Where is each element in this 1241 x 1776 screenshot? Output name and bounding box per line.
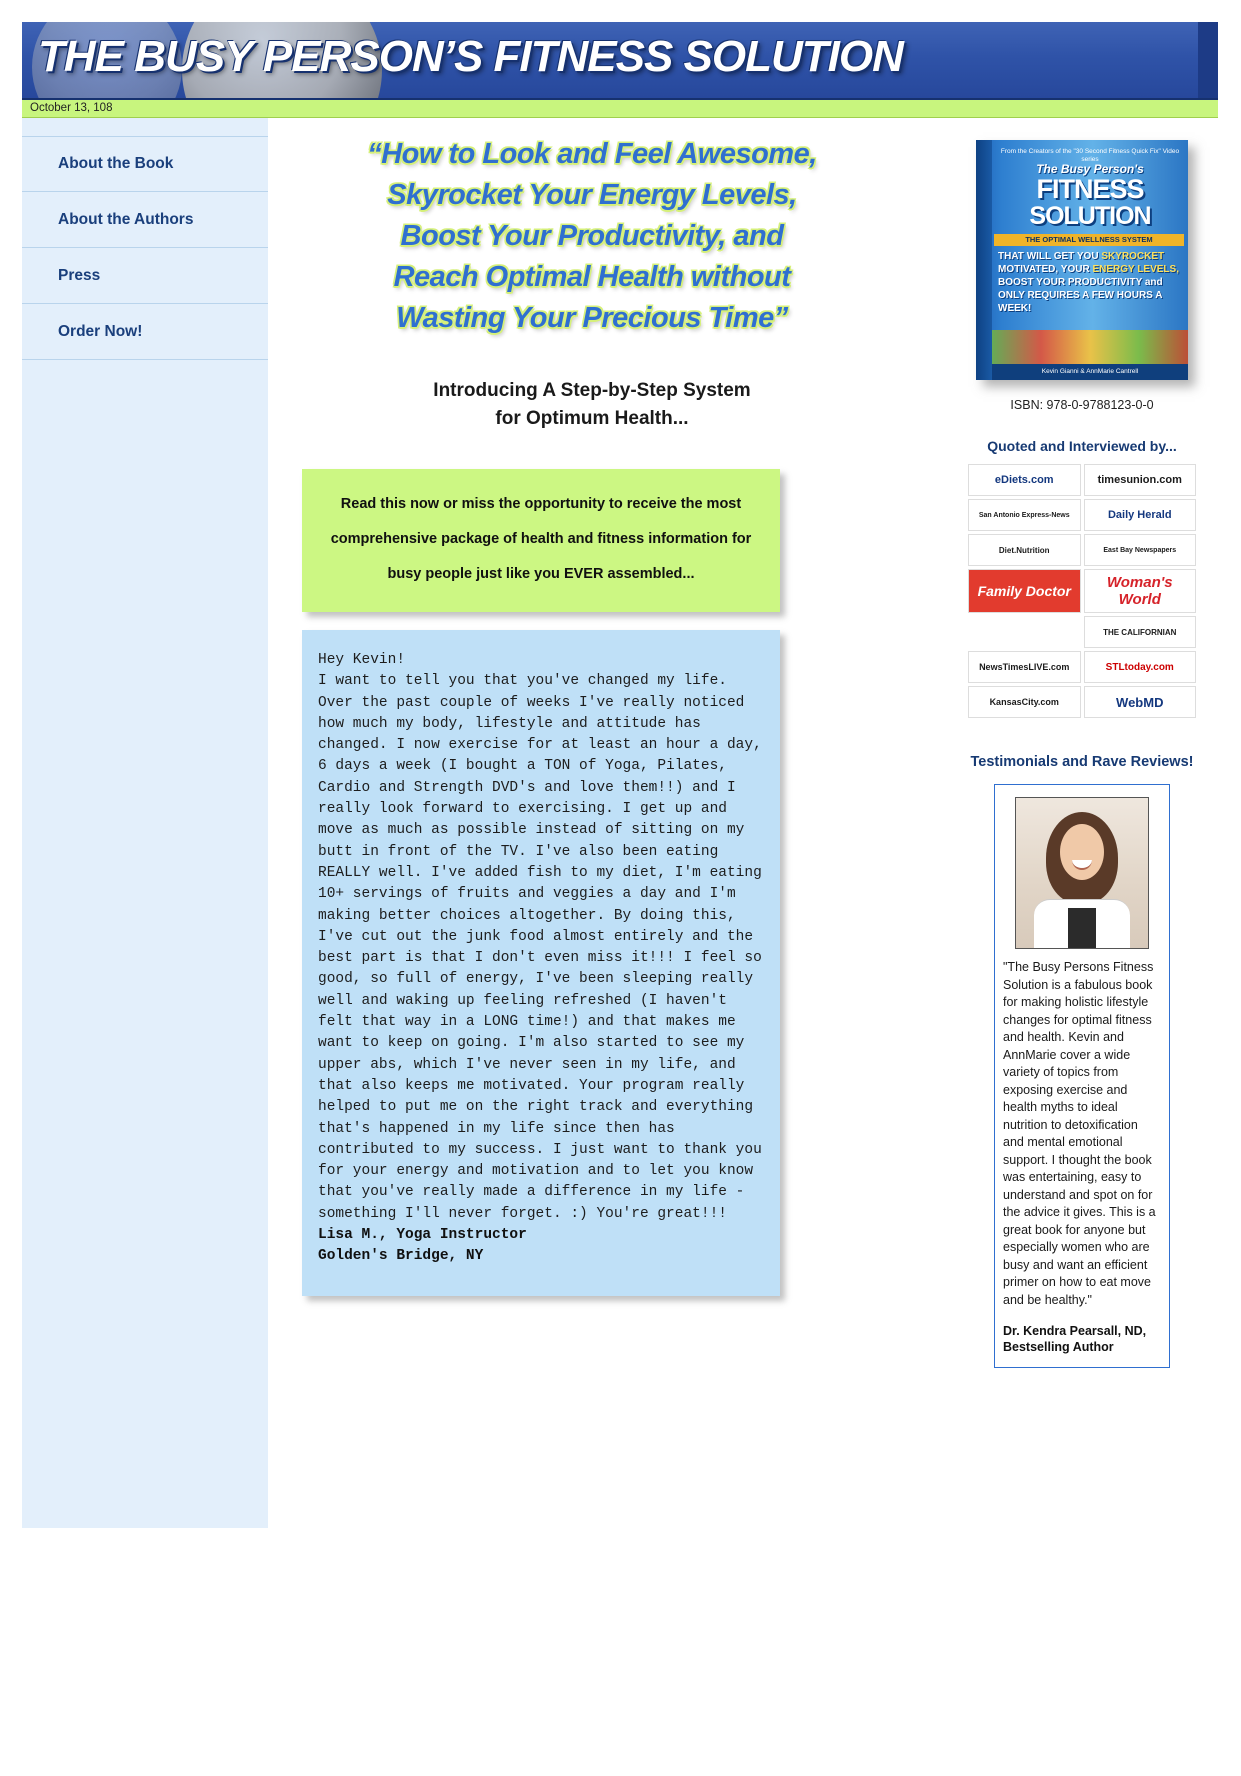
sidebar-link-about-the-book[interactable]: About the Book	[58, 155, 174, 172]
site-title: THE BUSY PERSON’S FITNESS SOLUTION	[38, 32, 903, 81]
testimonial-quote: "The Busy Persons Fitness Solution is a fabulous book for making holistic lifestyle changes for optimal fitness and health. Kevin and AnnMarie cover a wide variety of topics from exposing exercise and health myths to ideal nutrition to detoxification and mental emotional support. I thought the book was entertaining, easy to understand and spot on for the advice it gives. This is a great book for anyone but especially women who are busy and want an efficient primer on how to eat move and be healthy."	[1003, 960, 1156, 1307]
book-blurb	[998, 250, 1180, 315]
sidebar-item-about-the-authors[interactable]	[22, 192, 268, 248]
press-section-title: Quoted and Interviewed by...	[987, 438, 1177, 454]
letter-signature: Lisa M., Yoga Instructor Golden's Bridge, NY	[318, 1227, 527, 1265]
book-food-photo-strip	[992, 330, 1188, 364]
press-logo-grid	[968, 464, 1196, 718]
press-logo-webmd: WebMD	[1084, 686, 1197, 718]
headline-line-3: Boost Your Productivity, and	[400, 220, 784, 252]
letter-body: I want to tell you that you've changed my life. Over the past couple of weeks I've really noticed how much my body, lifestyle and attitude has changed. I now exercise for at least an hour a day, 6 days a week (I bought a TON of Yoga, Pilates, Cardio and Strength DVD's and love them!!) and I really look forward to exercising. I get up and move as much as possible instead of sitting on my butt in front of the TV. I've also been eating REALLY well. I've added fish to my diet, I'm eating 10+ servings of fruits and veggies a day and I'm making better choices altogether. By doing this, I've cut out the junk food almost entirely and the best part is that I don't even miss it!!! I feel so good, so full of energy, I've been sleeping really well and waking up feeling refreshed (I haven't felt that way in a LONG time!) and that makes me want to keep on going. I'm also started to see my upper abs, which I've never seen in my life, and that also keeps me motivated. Your program really helped to put me on the right track and everything that's happened in my life since then has contributed to my success. I just want to thank you for your energy and motivation and to let you know that you've really made a difference in my life - something I'll never forget. :) You're great!!!	[318, 673, 771, 1222]
date-bar	[22, 100, 1218, 118]
press-logo-san-antonio-express-news: San Antonio Express-News	[968, 499, 1081, 531]
press-logo-stltoday: STLtoday.com	[1084, 651, 1197, 683]
book-spine	[976, 140, 992, 380]
book-title-line-3: SOLUTION	[1029, 202, 1151, 230]
page-root	[0, 22, 1241, 1354]
book-title-line-2: FITNESS	[1036, 174, 1144, 204]
sidebar	[22, 118, 268, 1528]
testimonial-author-photo	[1015, 797, 1149, 949]
headline-line-2: Skyrocket Your Energy Levels,	[387, 179, 797, 211]
sidebar-link-order-now[interactable]: Order Now!	[58, 322, 143, 340]
book-title-line-1: The Busy Person's	[1036, 162, 1144, 176]
banner-corner	[1198, 22, 1218, 98]
press-logo-timesunion: timesunion.com	[1084, 464, 1197, 496]
headline-line-1: “How to Look and Feel Awesome,	[367, 138, 817, 170]
book-band-text: THE OPTIMAL WELLNESS SYSTEM	[994, 234, 1184, 246]
book-cover-image	[976, 140, 1188, 380]
highlight-callout-box	[302, 469, 780, 612]
book-authors-bar: Kevin Gianni & AnnMarie Cantrell	[992, 364, 1188, 380]
highlight-callout-text: Read this now or miss the opportunity to receive the most comprehensive package of health and fitness information for busy people just like you EVER assembled...	[330, 496, 752, 582]
headline	[292, 118, 892, 339]
letter-greeting: Hey Kevin!	[318, 652, 406, 668]
photo-face-shape	[1060, 824, 1104, 880]
press-logo-daily-herald: Daily Herald	[1084, 499, 1197, 531]
press-logo-womans-world: Woman's World	[1084, 569, 1197, 613]
testimonial-author: Dr. Kendra Pearsall, ND, Bestselling Author	[1003, 1324, 1147, 1354]
isbn-text: ISBN: 978-0-9788123-0-0	[1010, 398, 1154, 412]
right-column	[957, 118, 1207, 1368]
sidebar-link-press[interactable]: Press	[58, 266, 101, 284]
site-banner	[22, 22, 1218, 100]
testimonials-section-title: Testimonials and Rave Reviews!	[970, 754, 1194, 770]
sidebar-link-about-the-authors[interactable]: About the Authors	[58, 210, 194, 228]
sidebar-item-about-the-book[interactable]	[22, 136, 268, 192]
sub-headline-line-1: Introducing A Step-by-Step System	[433, 380, 751, 401]
book-blurb-1: THAT WILL GET YOU	[998, 251, 1099, 262]
book-top-line: From the Creators of the "30 Second Fitness Quick Fix" Video series	[1000, 148, 1180, 163]
press-logo-family-doctor: Family Doctor	[968, 569, 1081, 613]
press-logo-kansascity: KansasCity.com	[968, 686, 1081, 718]
book-blurb-4: YOUR	[1060, 264, 1090, 275]
book-blurb-5: ENERGY LEVELS,	[1092, 264, 1179, 275]
book-blurb-6: BOOST YOUR PRODUCTIVITY	[998, 277, 1143, 288]
book-blurb-7: and ONLY REQUIRES A FEW HOURS A WEEK!	[998, 277, 1163, 314]
photo-shirt-shape	[1068, 908, 1096, 948]
press-logo-diet-nutrition: Diet.Nutrition	[968, 534, 1081, 566]
testimonial-card	[994, 784, 1170, 1368]
headline-line-5: Wasting Your Precious Time”	[396, 302, 788, 334]
sidebar-item-press[interactable]	[22, 248, 268, 304]
main-column	[292, 118, 892, 1296]
current-date: October 13, 108	[30, 102, 113, 114]
sub-headline	[292, 377, 892, 433]
press-logo-newstimeslive: NewsTimesLIVE.com	[968, 651, 1081, 683]
headline-line-4: Reach Optimal Health without	[393, 261, 791, 293]
press-logo-east-bay-newspapers: East Bay Newspapers	[1084, 534, 1197, 566]
book-blurb-3: MOTIVATED,	[998, 264, 1059, 275]
sub-headline-line-2: for Optimum Health...	[495, 408, 689, 429]
press-logo-the-californian: THE CALIFORNIAN	[1084, 616, 1197, 648]
book-blurb-2: SKYROCKET	[1101, 251, 1165, 262]
press-logo-ediets: eDiets.com	[968, 464, 1081, 496]
sidebar-nav	[22, 118, 268, 360]
testimonial-letter-box	[302, 630, 780, 1296]
sidebar-item-order-now[interactable]	[22, 304, 268, 360]
